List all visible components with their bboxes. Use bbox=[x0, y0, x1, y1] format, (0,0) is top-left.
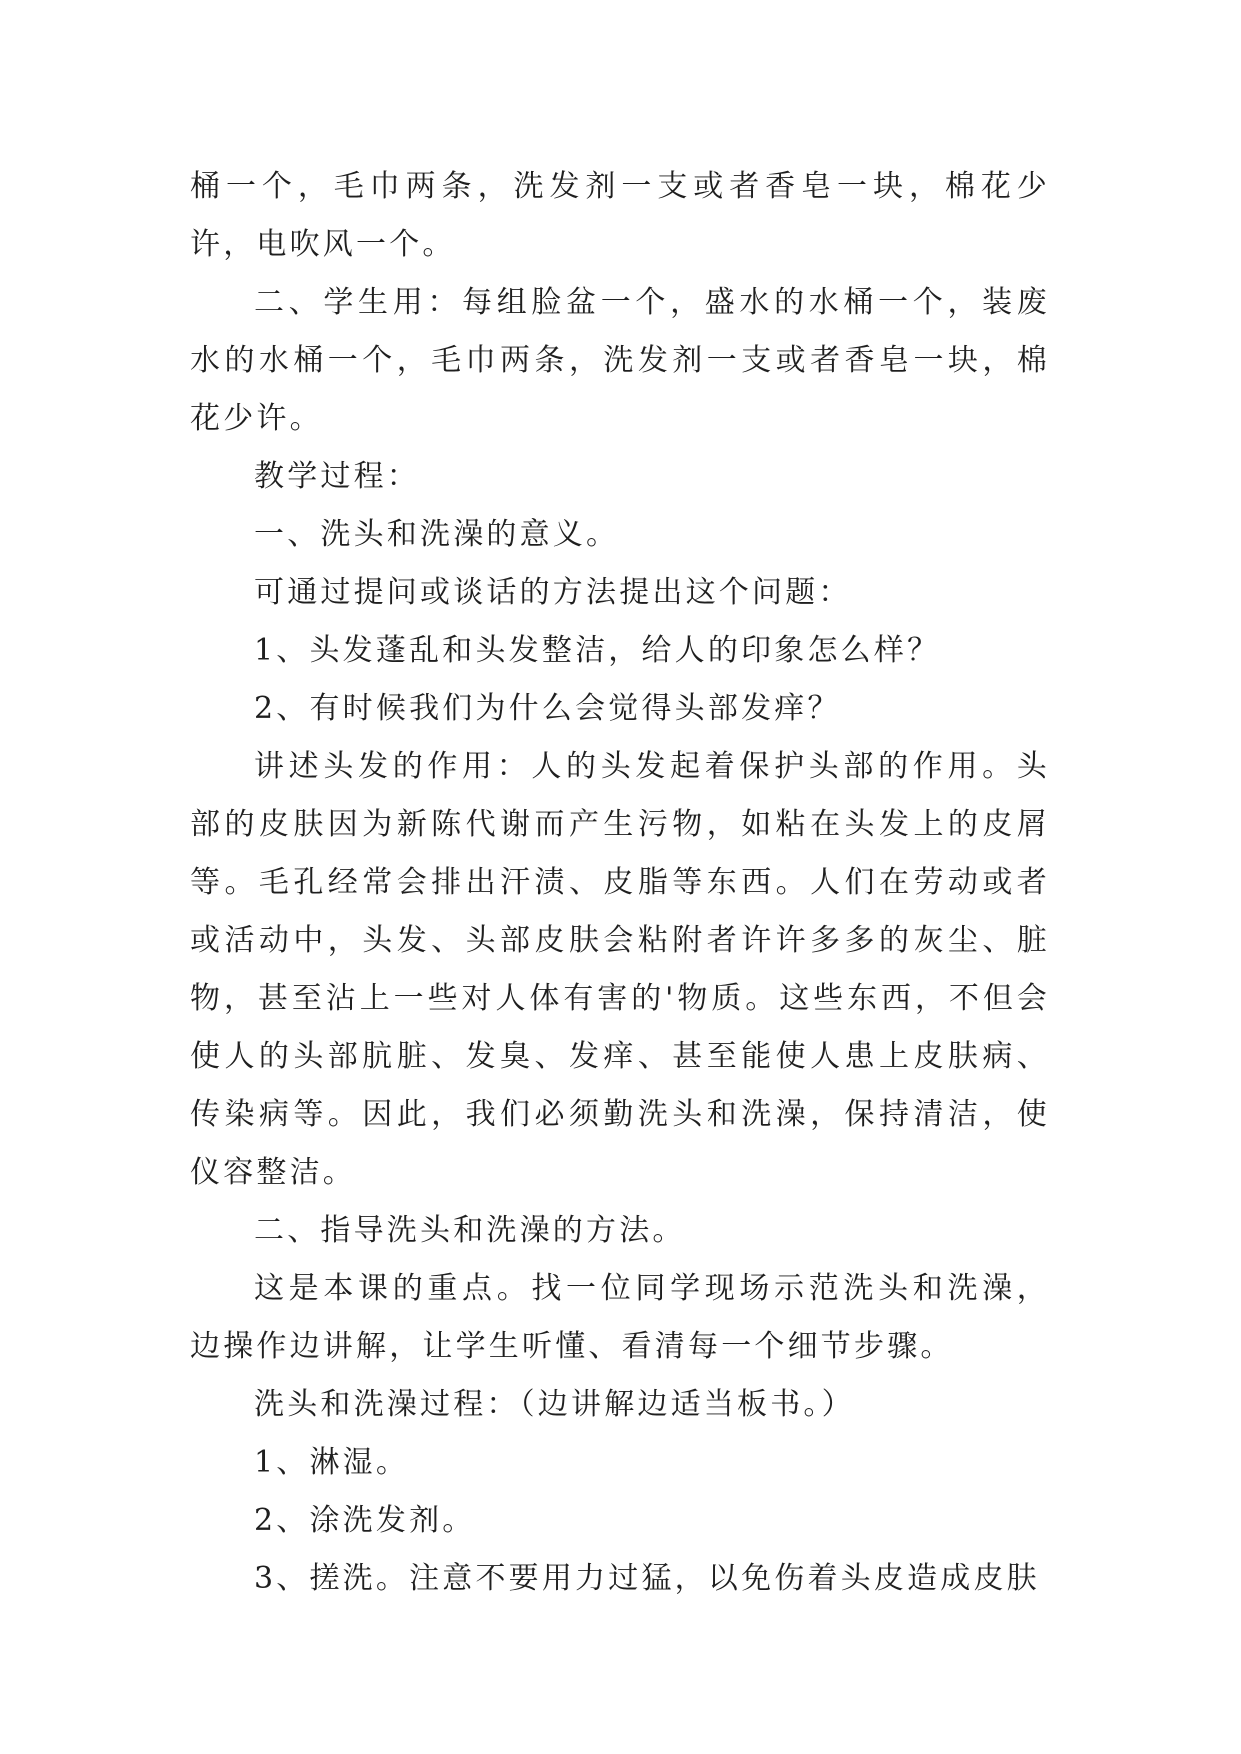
paragraph-14: 3、搓洗。注意不要用力过猛，以免伤着头皮造成皮肤 bbox=[254, 1561, 1040, 1596]
paragraph-4: 一、洗头和洗澡的意义。 bbox=[254, 517, 620, 552]
paragraph-10: 这是本课的重点。找一位同学现场示范洗头和洗澡，边操作边讲解，让学生听懂、看清每一个细节步骤。 bbox=[190, 1271, 1050, 1364]
paragraph-1: 桶一个，毛巾两条，洗发剂一支或者香皂一块，棉花少许，电吹风一个。 bbox=[190, 169, 1050, 262]
document-body bbox=[190, 158, 1050, 1608]
paragraph-2: 二、学生用：每组脸盆一个，盛水的水桶一个，装废水的水桶一个，毛巾两条，洗发剂一支或者香皂一块，棉花少许。 bbox=[190, 285, 1050, 436]
paragraph-3: 教学过程： bbox=[254, 459, 420, 494]
paragraph-13: 2、涂洗发剂。 bbox=[254, 1503, 476, 1538]
paragraph-5: 可通过提问或谈话的方法提出这个问题： bbox=[254, 575, 852, 610]
paragraph-6: 1、头发蓬乱和头发整洁，给人的印象怎么样？ bbox=[254, 633, 941, 668]
paragraph-12: 1、淋湿。 bbox=[254, 1445, 410, 1480]
paragraph-9: 二、指导洗头和洗澡的方法。 bbox=[254, 1213, 686, 1248]
paragraph-8: 讲述头发的作用：人的头发起着保护头部的作用。头部的皮肤因为新陈代谢而产生污物，如粘在头发上的皮屑等。毛孔经常会排出汗渍、皮脂等东西。人们在劳动或者或活动中，头发、头部皮肤会粘附者许许多多的灰尘、脏物，甚至沾上一些对人体有害的'物质。这些东西，不但会使人的头部肮脏、发臭、发痒、甚至能使人患上皮肤病、传染病等。因此，我们必须勤洗头和洗澡，保持清洁，使仪容整洁。 bbox=[190, 749, 1050, 1190]
paragraph-7: 2、有时候我们为什么会觉得头部发痒？ bbox=[254, 691, 841, 726]
paragraph-11: 洗头和洗澡过程：（边讲解边适当板书。） bbox=[254, 1387, 855, 1422]
